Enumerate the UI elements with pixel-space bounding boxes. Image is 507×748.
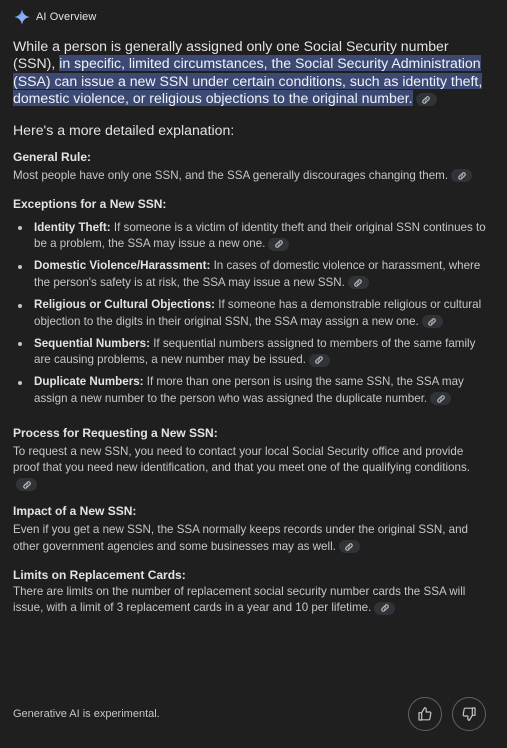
- list-item-label: Sequential Numbers:: [34, 336, 150, 350]
- experimental-disclaimer: Generative AI is experimental.: [13, 708, 160, 720]
- section-body: [13, 522, 490, 555]
- thumbs-up-icon: [417, 706, 433, 722]
- list-item-text: In cases of domestic violence or harassment, where the person's safety is at risk, the SSA may issue a new SSN.: [34, 259, 481, 289]
- section-title: Exceptions for a New SSN:: [13, 196, 167, 211]
- source-link-button[interactable]: [416, 93, 437, 106]
- list-item-label: Domestic Violence/Harassment:: [34, 259, 211, 273]
- thumbs-down-button[interactable]: [452, 697, 486, 731]
- list-item-text: If someone has a demonstrable religious or cultural objection to the digits in their original SSN, the SSA may assign a new one.: [34, 298, 482, 328]
- section-body: [13, 584, 490, 617]
- section-body-text: Even if you get a new SSN, the SSA normally keeps records under the original SSN, and other government agencies and some businesses may as well.: [13, 523, 468, 553]
- process-section: [13, 425, 490, 494]
- sparkle-icon: [13, 8, 31, 26]
- list-item-text: If someone is a victim of identity theft and their original SSN continues to be a problem, the SSA may issue a new one.: [34, 220, 486, 251]
- intro-highlighted-text[interactable]: in specific, limited circumstances, the Social Security Administration (SSA) can issue a new SSN under certain conditions, such as identity theft, domestic violence, or religious objections to the original number: [13, 55, 483, 107]
- section-body: [13, 444, 490, 494]
- limits-section: [13, 567, 490, 617]
- general-rule-section: [13, 149, 490, 185]
- link-icon: [353, 278, 363, 288]
- section-body-text: To request a new SSN, you need to contact your local Social Security office and provide proof that you need new identification, and that you meet one of the qualifying conditions.: [13, 444, 470, 475]
- list-item: [13, 258, 490, 291]
- list-item: [13, 220, 490, 253]
- link-icon: [457, 171, 467, 181]
- source-link-button[interactable]: [16, 478, 37, 491]
- intro-plain-text: While a person is generally assigned only one Social Security number (SSN),: [13, 38, 449, 72]
- list-item: [13, 374, 490, 407]
- section-body-text: Most people have only one SSN, and the SSA generally discourages changing them.: [13, 169, 449, 183]
- link-icon: [274, 239, 284, 249]
- source-link-button[interactable]: [268, 238, 289, 251]
- ai-overview-header: [13, 7, 96, 27]
- list-item: [13, 336, 490, 369]
- intro-paragraph: [13, 38, 490, 108]
- section-title: Limits on Replacement Cards:: [13, 567, 186, 582]
- list-item-text: If more than one person is using the same SSN, the SSA may assign a new number to the person who was assigned the duplicate number.: [34, 375, 464, 405]
- link-icon: [314, 355, 324, 365]
- impact-section: [13, 503, 490, 555]
- section-title: General Rule:: [13, 150, 92, 165]
- source-link-button[interactable]: [339, 540, 360, 553]
- list-item-label: Duplicate Numbers:: [34, 375, 144, 389]
- ai-overview-title: AI Overview: [36, 11, 97, 23]
- source-link-button[interactable]: [430, 392, 451, 405]
- list-item-label: Religious or Cultural Objections:: [34, 298, 216, 311]
- source-link-button[interactable]: [451, 169, 472, 182]
- lead-text: Here's a more detailed explanation:: [13, 121, 235, 138]
- source-link-button[interactable]: [309, 354, 330, 367]
- exceptions-list: [13, 220, 490, 408]
- list-item-label: Identity Theft:: [34, 220, 111, 234]
- section-body: [13, 168, 490, 185]
- section-title: Process for Requesting a New SSN:: [13, 425, 218, 440]
- link-icon: [421, 95, 431, 105]
- section-body-text: There are limits on the number of replacement social security number cards the SSA will issue, with a limit of 3 replacement cards in a year and 10 per lifetime.: [13, 584, 466, 615]
- list-item-text: If sequential numbers assigned to members of the same family are causing problems, a new number may be issued.: [34, 336, 476, 367]
- ai-overview-content: [13, 38, 490, 617]
- source-link-button[interactable]: [348, 276, 369, 289]
- intro-highlighted-period[interactable]: .: [408, 90, 413, 107]
- exceptions-section: [13, 196, 490, 408]
- section-title: Impact of a New SSN:: [13, 504, 137, 519]
- link-icon: [380, 603, 390, 613]
- link-icon: [436, 394, 446, 404]
- list-item: [13, 297, 490, 330]
- link-icon: [22, 480, 32, 490]
- thumbs-up-button[interactable]: [408, 697, 442, 731]
- source-link-button[interactable]: [374, 602, 395, 615]
- thumbs-down-icon: [461, 706, 477, 722]
- link-icon: [427, 317, 437, 327]
- link-icon: [344, 542, 354, 552]
- source-link-button[interactable]: [422, 315, 443, 328]
